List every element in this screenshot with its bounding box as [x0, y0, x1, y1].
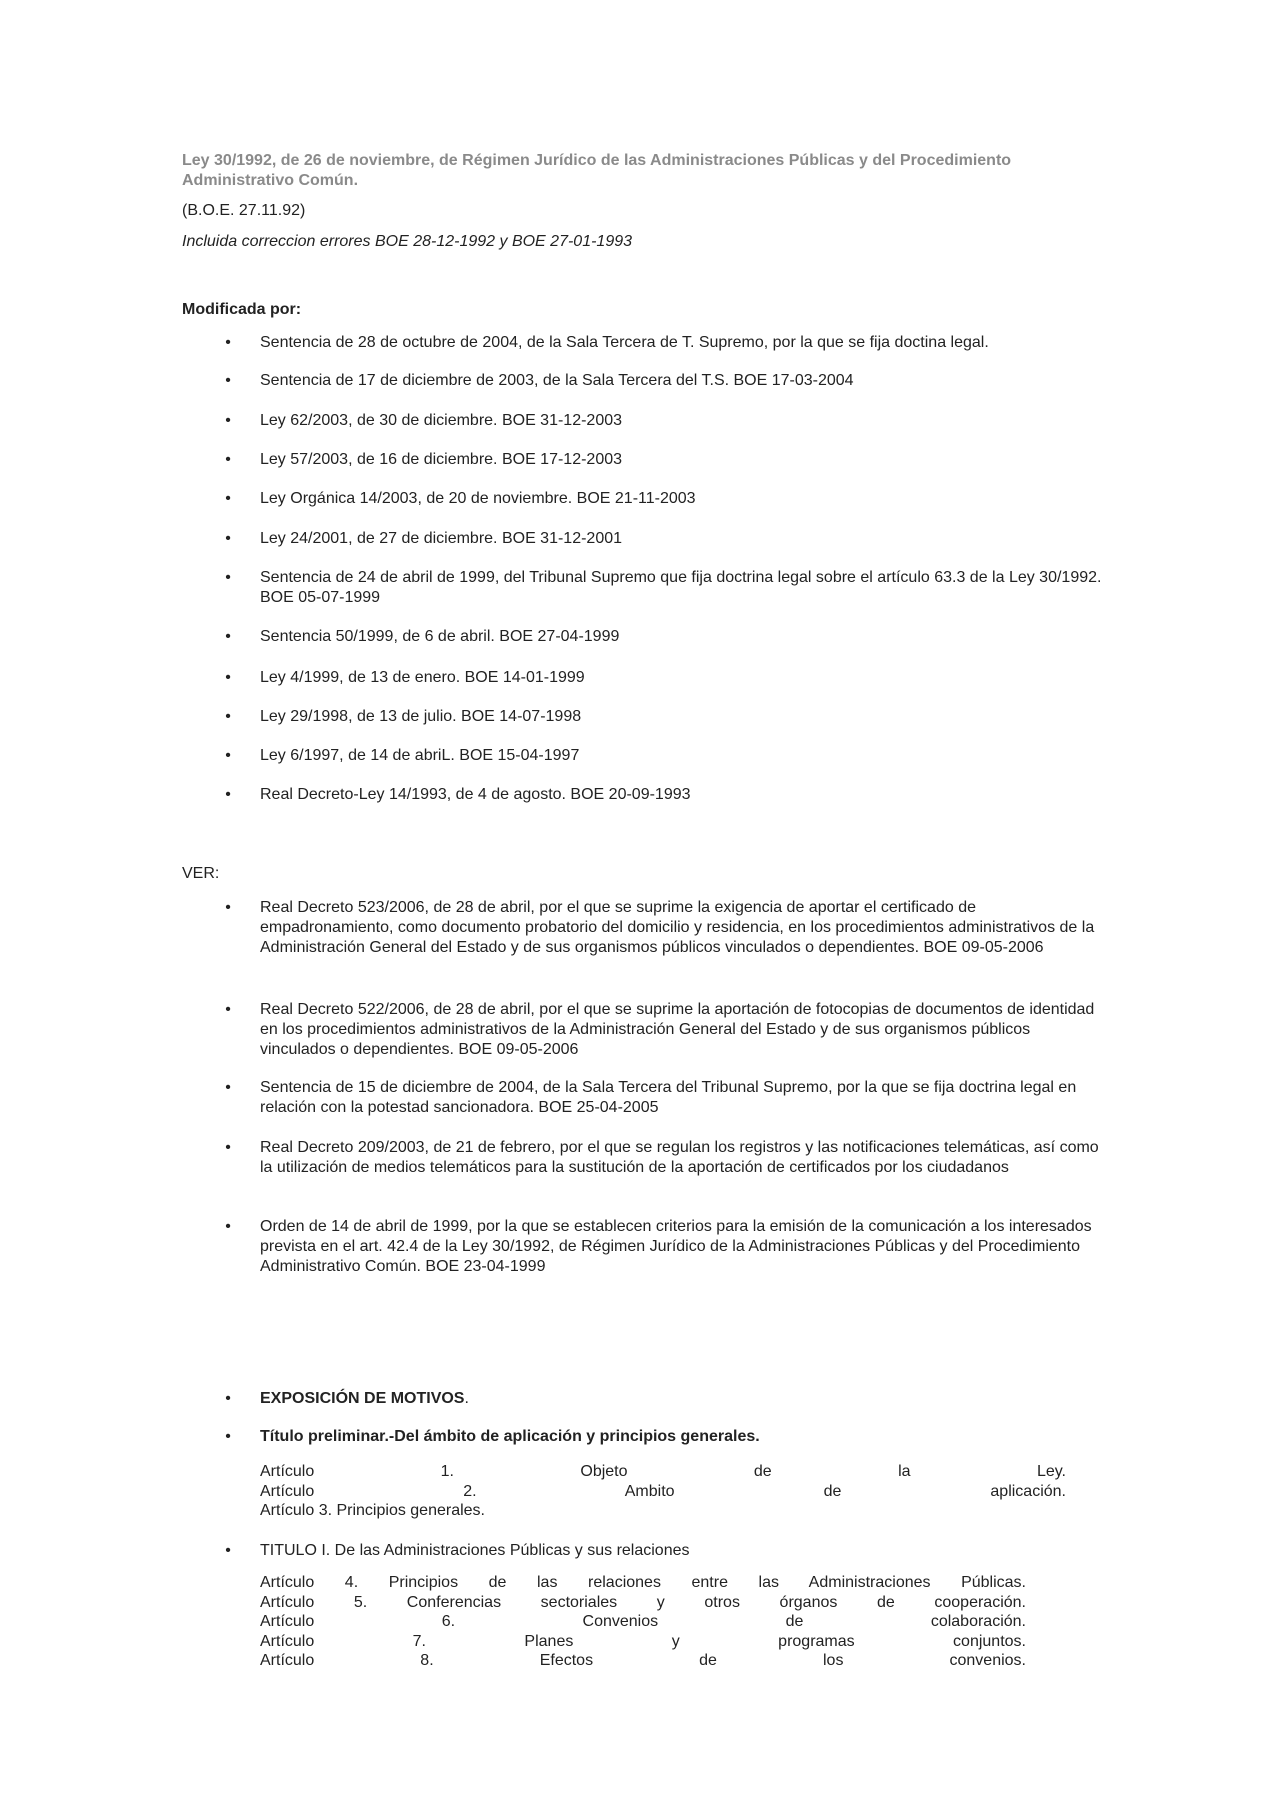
bullet: • — [225, 708, 231, 725]
bullet: • — [225, 412, 231, 429]
article-link[interactable]: Artículo 2. Ambito de aplicación. — [260, 1482, 1066, 1500]
article-link[interactable]: Artículo 3. Principios generales. — [260, 1502, 485, 1519]
bullet: • — [225, 1428, 231, 1445]
preliminar-heading[interactable]: Título preliminar.-Del ámbito de aplicación y principios generales. — [260, 1428, 760, 1445]
bullet: • — [225, 628, 231, 645]
bullet: • — [225, 786, 231, 803]
list-item-text: Ley 62/2003, de 30 de diciembre. BOE 31-12-2003 — [260, 412, 623, 429]
bullet: • — [225, 1218, 231, 1235]
correction-note: Incluida correccion errores BOE 28-12-1992 y BOE 27-01-1993 — [182, 233, 633, 250]
list-item-text: Ley 4/1999, de 13 de enero. BOE 14-01-1999 — [260, 669, 585, 686]
list-item-text: Sentencia de 15 de diciembre de 2004, de la Sala Tercera del Tribunal Supremo, por la que se fija doctrina legal en relación con la potestad sancionadora. BOE 25-04-2005 — [260, 1079, 1077, 1116]
bullet: • — [225, 1079, 231, 1096]
exposicion-period: . — [464, 1390, 469, 1407]
article-link[interactable]: Artículo 4. Principios de las relaciones entre las Administraciones Públicas. — [260, 1574, 1026, 1591]
bullet: • — [225, 1390, 231, 1407]
preliminar-articles — [260, 1462, 1066, 1521]
list-item-text: Sentencia 50/1999, de 6 de abril. BOE 27-04-1999 — [260, 628, 620, 645]
bullet: • — [225, 530, 231, 547]
bullet: • — [225, 490, 231, 507]
bullet: • — [225, 372, 231, 389]
bullet: • — [225, 1001, 231, 1018]
list-item-text: Orden de 14 de abril de 1999, por la que se establecen criterios para la emisión de la comunicación a los interesados prevista en el art. 42.4 de la Ley 30/1992, de Régimen Jurídico de la Administraciones Públicas y del Procedimiento Administrativo Común. BOE 23-04-1999 — [260, 1218, 1092, 1275]
modified-by-heading: Modificada por: — [182, 301, 302, 318]
list-item-text: Ley 24/2001, de 27 de diciembre. BOE 31-12-2001 — [260, 530, 623, 547]
bullet: • — [225, 569, 231, 586]
article-link[interactable]: Artículo 5. Conferencias sectoriales y otros órganos de cooperación. — [260, 1593, 1026, 1611]
list-item-text: Real Decreto-Ley 14/1993, de 4 de agosto. BOE 20-09-1993 — [260, 786, 691, 803]
list-item-text: Real Decreto 209/2003, de 21 de febrero, por el que se regulan los registros y las notificaciones telemáticas, así como la utilización de medios telemáticos para la sustitución de la aportación de certificados por los ciudadanos — [260, 1139, 1099, 1176]
list-item-text: Ley 57/2003, de 16 de diciembre. BOE 17-12-2003 — [260, 451, 623, 468]
list-item-text: Ley 29/1998, de 13 de julio. BOE 14-07-1998 — [260, 708, 582, 725]
list-item-text: Real Decreto 522/2006, de 28 de abril, por el que se suprime la aportación de fotocopias de documentos de identidad en los procedimientos administrativos de la Administración General del Estado y de sus organismos públicos vinculados o dependientes. BOE 09-05-2006 — [260, 1001, 1095, 1058]
article-link[interactable]: Artículo 7. Planes y programas conjuntos. — [260, 1632, 1026, 1650]
bullet: • — [225, 334, 231, 351]
titulo-1-articles — [260, 1573, 1026, 1671]
bullet: • — [225, 669, 231, 686]
list-item-text: Real Decreto 523/2006, de 28 de abril, por el que se suprime la exigencia de aportar el certificado de empadronamiento, como documento probatorio del domicilio y residencia, en los procedimientos administrativos de la Administración General del Estado y de sus organismos públicos vinculados o dependientes. BOE 09-05-2006 — [260, 899, 1095, 956]
bullet: • — [225, 451, 231, 468]
list-item-text: Sentencia de 24 de abril de 1999, del Tribunal Supremo que fija doctrina legal sobre el artículo 63.3 de la Ley 30/1992. BOE 05-07-1999 — [260, 569, 1102, 606]
article-link[interactable]: Artículo 8. Efectos de los convenios. — [260, 1652, 1026, 1669]
bullet: • — [225, 899, 231, 916]
see-also-heading: VER: — [182, 865, 220, 882]
article-link[interactable]: Artículo 1. Objeto de la Ley. — [260, 1463, 1066, 1480]
list-item-text: Sentencia de 17 de diciembre de 2003, de la Sala Tercera del T.S. BOE 17-03-2004 — [260, 372, 854, 389]
bullet: • — [225, 1542, 231, 1559]
bullet: • — [225, 1139, 231, 1156]
boe-reference: (B.O.E. 27.11.92) — [182, 202, 306, 219]
document-title: Ley 30/1992, de 26 de noviembre, de Régimen Jurídico de las Administraciones Públicas y del Procedimiento Administrativo Común. — [182, 152, 1012, 189]
article-link[interactable]: Artículo 6. Convenios de colaboración. — [260, 1613, 1026, 1630]
list-item-text: Ley 6/1997, de 14 de abriL. BOE 15-04-1997 — [260, 747, 580, 764]
exposicion-link[interactable]: EXPOSICIÓN DE MOTIVOS — [260, 1390, 465, 1407]
list-item-text: Ley Orgánica 14/2003, de 20 de noviembre. BOE 21-11-2003 — [260, 490, 696, 507]
bullet: • — [225, 747, 231, 764]
titulo-1-heading[interactable]: TITULO I. De las Administraciones Públicas y sus relaciones — [260, 1542, 690, 1559]
list-item-text: Sentencia de 28 de octubre de 2004, de la Sala Tercera de T. Supremo, por la que se fija doctina legal. — [260, 334, 989, 351]
